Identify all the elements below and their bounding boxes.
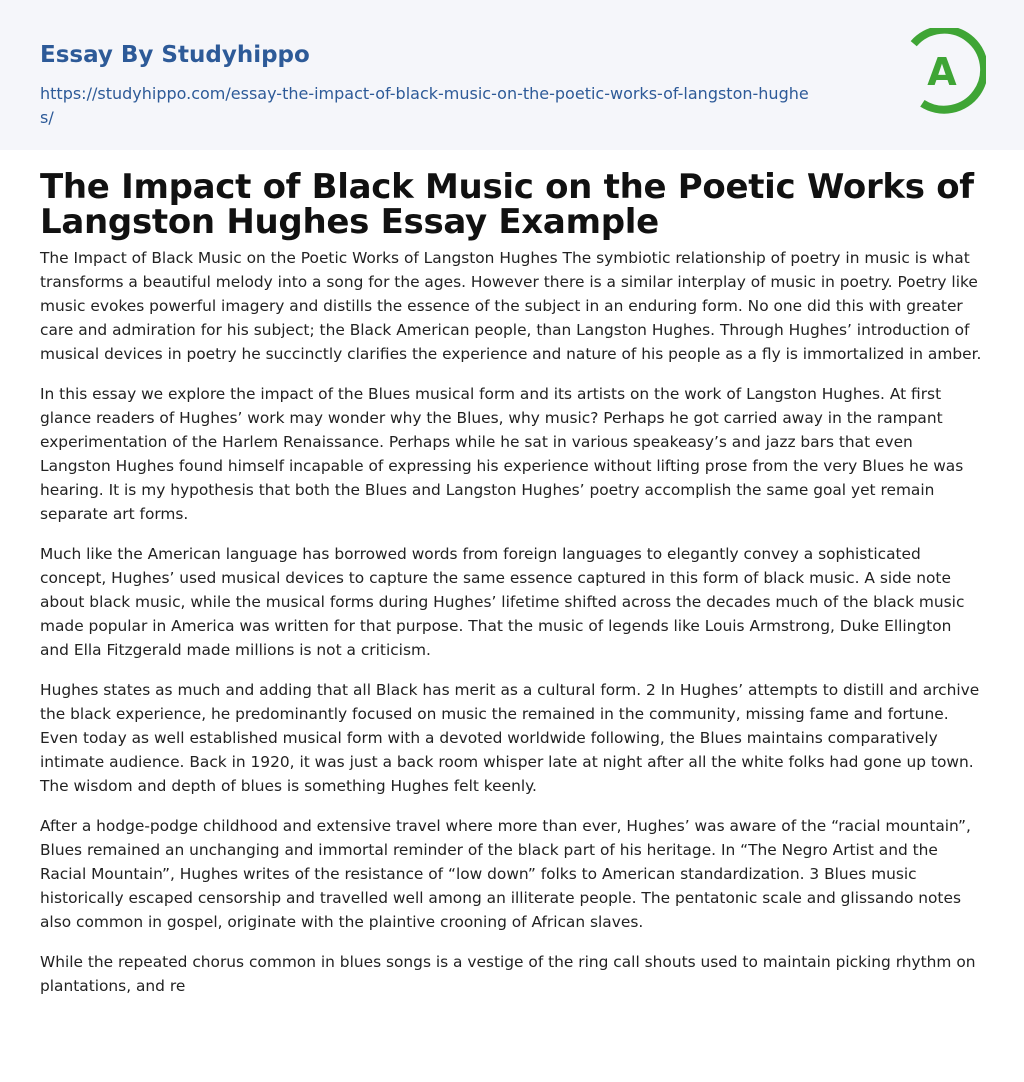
site-brand[interactable]: Essay By Studyhippo xyxy=(40,42,310,68)
essay-content xyxy=(0,167,1024,998)
essay-paragraph: After a hodge-podge childhood and extensive travel where more than ever, Hughes’ was aware of the “racial mountain”, Blues remained an unchanging and immortal reminder of the black part of his heritage. In “The Negro Artist and the Racial Mountain”, Hughes writes of the resistance of “low down” folks to American standardization. 3 Blues music historically escaped censorship and travelled well among an illiterate people. The pentatonic scale and glissando notes also common in gospel, originate with the plaintive crooning of African slaves. xyxy=(40,817,971,931)
essay-paragraph: Much like the American language has borrowed words from foreign languages to elegantly convey a sophisticated concept, Hughes’ used musical devices to capture the same essence captured in this form of black music. A side note about black music, while the musical forms during Hughes’ lifetime shifted across the decades much of the black music made popular in America was written for that purpose. That the music of legends like Louis Armstrong, Duke Ellington and Ella Fitzgerald made millions is not a criticism. xyxy=(40,545,965,659)
studyhippo-logo-icon[interactable] xyxy=(898,28,986,116)
site-header xyxy=(0,0,1024,150)
essay-paragraph: Hughes states as much and adding that all Black has merit as a cultural form. 2 In Hughes’ attempts to distill and archive the black experience, he predominantly focused on music the remained in the community, missing fame and fortune. Even today as well established musical form with a devoted worldwide following, the Blues maintains comparatively intimate audience. Back in 1920, it was just a back room whisper late at night after all the white folks had gone up town. The wisdom and depth of blues is something Hughes felt keenly. xyxy=(40,681,980,795)
essay-title: The Impact of Black Music on the Poetic Works of Langston Hughes Essay Example xyxy=(40,167,974,242)
logo-letter: A xyxy=(927,50,957,94)
essay-paragraph: In this essay we explore the impact of the Blues musical form and its artists on the work of Langston Hughes. At first glance readers of Hughes’ work may wonder why the Blues, why music? Perhaps he got carried away in the rampant experimentation of the Harlem Renaissance. Perhaps while he sat in various speakeasy’s and jazz bars that even Langston Hughes found himself incapable of expressing his experience without lifting prose from the very Blues he was hearing. It is my hypothesis that both the Blues and Langston Hughes’ poetry accomplish the same goal yet remain separate art forms. xyxy=(40,385,964,523)
essay-paragraph: The Impact of Black Music on the Poetic Works of Langston Hughes The symbiotic relationship of poetry in music is what transforms a beautiful melody into a song for the ages. However there is a similar interplay of music in poetry. Poetry like music evokes powerful imagery and distills the essence of the subject in an enduring form. No one did this with greater care and admiration for his subject; the Black American people, than Langston Hughes. Through Hughes’ introduction of musical devices in poetry he succinctly clarifies the experience and nature of his people as a fly is immortalized in amber. xyxy=(40,249,982,363)
essay-url-link[interactable]: https://studyhippo.com/essay-the-impact-of-black-music-on-the-poetic-works-of-langston-hughes/ xyxy=(40,84,809,127)
essay-paragraph: While the repeated chorus common in blues songs is a vestige of the ring call shouts used to maintain picking rhythm on plantations, and re xyxy=(40,953,976,995)
